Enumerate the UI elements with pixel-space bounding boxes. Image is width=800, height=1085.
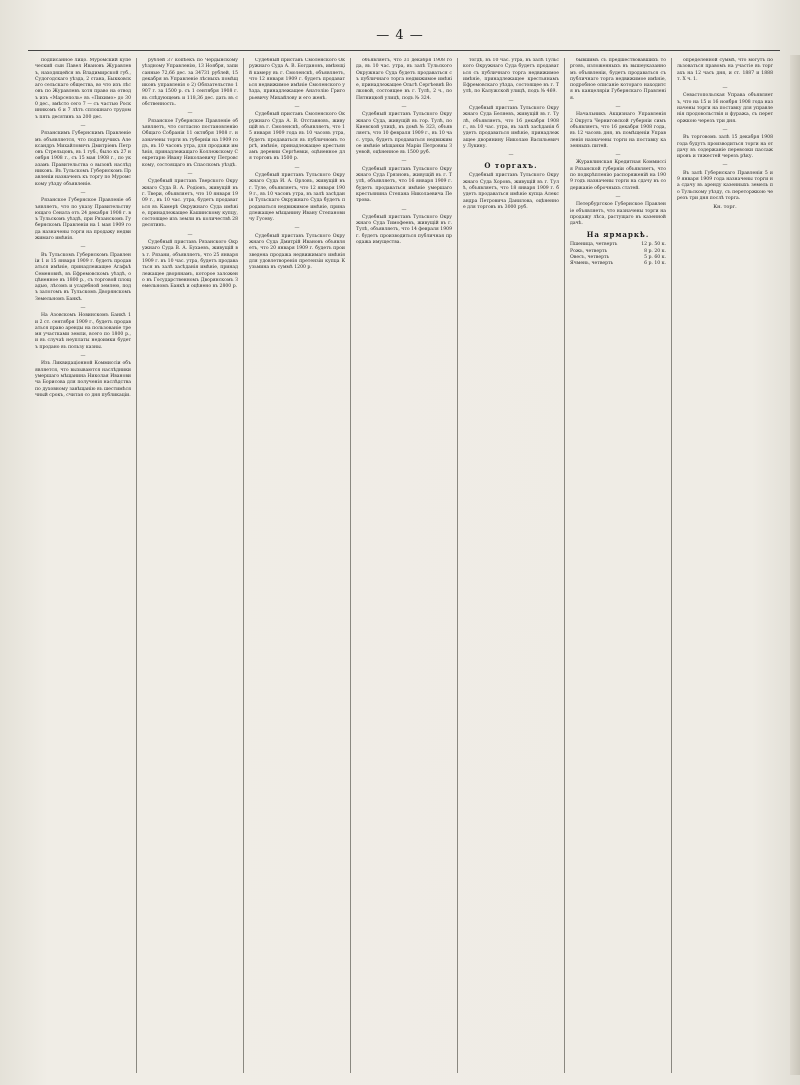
market-line xyxy=(570,261,666,267)
market-price: 6 р. 10 к. xyxy=(644,261,666,267)
notice-label: Кн. торг. xyxy=(713,204,737,211)
paragraph: Журавлинская Кредитная Коммиссія Рязанской губерніи объявляетъ, что по подкрѣпленію распоряженій на 1909 годъ назначены торги на сдачу въ содержаніе оброчныхъ статей. xyxy=(570,160,666,191)
paragraph: тогдѣ, въ 10 час. утра, въ залѣ Тульского Окружнаго Суда будетъ продаваться съ публичнаго торга недвижимое имѣніе, принадлежащее крестьянамъ Ефремовскаго уѣзда, состоящее въ г. Тулѣ, по Калужской улицѣ, подъ № 469. xyxy=(463,58,559,95)
paragraph: Въ Тульскомъ Губернскомъ Правленіи 1 и 15 января 1909 г. будетъ продаваться имѣніе, принадлежащее Агафьѣ Семеновнѣ, въ Ефремовскомъ уѣздѣ, оцѣненное въ 1800 р., съ торговой площадью, лѣсомъ и усадебной землею, подъ залогомъ въ Тульскомъ Дворянскомъ Земельномъ Банкѣ. xyxy=(35,252,131,302)
separator: — xyxy=(722,126,728,133)
separator: — xyxy=(401,158,407,165)
column-3 xyxy=(244,58,351,1073)
separator: — xyxy=(80,189,86,196)
paragraph: Судебный приставъ Тульского Окружнаго Суда Хоровъ, живущій въ г. Тулѣ, объявляетъ, что 18 января 1909 г. будетъ продаваться имѣніе купца Александра Петровича Данилова, оцѣненное для торговъ въ 3000 руб. xyxy=(463,173,559,210)
paragraph: Судебный приставъ Рязанского Окружнаго Суда В. А. Бухаевъ, живущій въ г. Рязани, объявляетъ, что 25 января 1909 г. въ 10 час. утра, будетъ продаваться въ залѣ засѣданія имѣніе, принадлежащее дворянамъ, которое заложено въ Государственномъ Дворянскомъ Земельномъ Банкѣ и оцѣнено въ 2800 р. xyxy=(142,240,238,290)
separator: — xyxy=(401,104,407,111)
paragraph: Судебный приставъ Тульского Окружнаго Суда Беляевъ, живущій въ г. Тулѣ, объявляетъ, что 16 декабря 1908 г., въ 10 час. утра, въ залѣ засѣданія будетъ продаваться имѣніе, принадлежащее дворянину Николаю Васильевичу Лукину. xyxy=(463,106,559,149)
market-item: Рожь, четверть xyxy=(570,248,608,254)
paragraph: Въ торговомъ залѣ 15 декабря 1908 года будутъ производиться торги на отдачу въ содержаніе перевозки пассажировъ и тяжестей черезъ рѣку. xyxy=(677,135,773,160)
column-7 xyxy=(672,58,778,1073)
column-5 xyxy=(458,58,565,1073)
separator: — xyxy=(187,171,193,178)
paragraph: Въ залѣ Губернскаго Правленія 5 и 9 января 1909 года назначены торги на сдачу въ аренду казенныхъ земель по Тульскому уѣзду, съ переторжкою черезъ три дня послѣ торга. xyxy=(677,170,773,201)
paragraph: Начальникъ Акцизнаго Управленія 2 Округа Черниговской губерніи симъ объявляетъ, что 16 декабря 1908 года, въ 12 часовъ дня, въ помѣщеніи Управленія назначены торги на поставку казенныхъ питей. xyxy=(570,112,666,149)
paragraph: объявляетъ, что 31 декабря 1908 года, въ 10 час. утра, въ залѣ Тульского Окружнаго Суда будетъ продаваться съ публичнаго торга недвижимое имѣніе, принадлежащее Ольгѣ Сергѣевнѣ Волковой, состоящее въ г. Тулѣ, 2 ч., по Пятницкой улицѣ, подъ № 324. xyxy=(356,58,453,101)
paragraph: Судебный приставъ Тульского Окружнаго Суда Тимофеевъ, живущій въ г. Тулѣ, объявляетъ, что 14 февраля 1909 г. будетъ производиться публичная продажа имущества. xyxy=(356,214,452,246)
separator: — xyxy=(187,231,193,238)
separator: — xyxy=(615,104,621,111)
paragraph: бывшимъ съ предшествовавшихъ торговъ, изложенныхъ въ вышеуказанномъ объявленіи, будетъ продаваться съ публичнаго торга недвижимое имѣніе, подробное описаніе котораго находится въ канцеляріи Губернскаго Правленія. xyxy=(570,58,666,101)
paragraph: Рязанскимъ Губернскимъ Правленіемъ объявляется, что подпоручикъ Александръ Михайловичъ Дмитріевъ Петровъ Стрельцовъ, въ 1 губ., было къ 27 ноября 1908 г., съ 15 мая 1908 г., по указамъ Правительства о вызовѣ наслѣдниковъ. Въ Тульскомъ Губернскомъ Правленіи назначенъ къ торгу по Муромскому уѣзду объявленіе. xyxy=(35,131,131,187)
separator: — xyxy=(508,97,514,104)
separator: — xyxy=(294,225,300,232)
paragraph: Судебный приставъ Тульского Окружнаго Суда, живущій въ гор. Тулѣ, по Киевской улицѣ, въ домѣ № 323, объявляетъ, что 10 февраля 1909 г., въ 10 час. утра, будетъ продаваться недвижимое имѣніе мѣщанки Маріи Петровны Зуевой, оцѣненное въ 1500 руб. xyxy=(356,112,452,156)
paragraph: Судебный приставъ Тульского Окружнаго Суда Грязновъ, живущій въ г. Тулѣ, объявляетъ, что 16 января 1909 г. будетъ продаваться имѣніе умершаго крестьянина Степана Николаевича Петрова. xyxy=(356,166,452,204)
column-2 xyxy=(137,58,244,1073)
separator: — xyxy=(508,152,514,159)
paragraph: подписанное лицо. Муромский купеческий сын Павел Ивановъ Журавлевъ, находящейся въ Владимирской губ., Судогодскаго уѣзда, 2 стана, Быкковскаго сельскаго общества, во что изъ лѣсовъ по Журавлевъ хотя право на отводъ изъ «Марсеполь» въ «Пихимо» до 300 дес., вмѣсто сего 7 — съ частью Роскиннкомъ 6 и 7 лѣтъ сплошнаго трудомъ пять десятинъ за 200 дес. xyxy=(35,58,131,120)
separator: — xyxy=(80,304,86,311)
paragraph: Рязанское Губернское Правленіе объявляетъ, что согласно постановленію Общаго Собранія 11 октября 1908 г. назначены торги въ губерніи на 1909 годъ, въ 10 часовъ утра, для продажи имѣнія, принадлежащаго Коллежскому Секретарю Ивану Николаевичу Петровскому, состоящаго въ Спасскомъ уѣздѣ. xyxy=(142,118,238,168)
paragraph: Севастопольская Управа объявляетъ, что на 15 и 16 ноября 1908 года назначены торги на поставку для управленія продовольствія и фуража, съ переторжкою черезъ три дня. xyxy=(677,93,773,124)
separator: — xyxy=(722,85,728,92)
paragraph: Судебный приставъ Тульского Окружнаго Суда И. А. Орловъ, живущій въ г. Туле, объявляетъ, что 12 января 1909 г., въ 10 часовъ утра, въ залѣ засѣданія Тульскаго Окружнаго Суда будетъ продаваться недвижимое имѣніе, принадлежащее мѣщанину Ивану Степановичу Гусеву. xyxy=(249,173,345,223)
header-rule xyxy=(28,50,780,51)
paragraph: Судебный приставъ Смоленского Окружнаго Суда А. В. Богдановъ, имѣющій камеру въ г. Смоленскѣ, объявляетъ, что 12 января 1909 г. будетъ продаваться недвижимое имѣніе Смоленского уѣзда, принадлежащее Анатолію Григорьевичу Михайлову и его женѣ. xyxy=(249,58,345,101)
separator: — xyxy=(722,162,728,169)
paragraph: Рязанское Губернское Правленіе объявляетъ, что по указу Правительствующаго Сената отъ 24 декабря 1908 г. въ Тульскомъ уѣздѣ, при Рязанскомъ Губернскомъ Правленіи на 1 мая 1909 года назначены торги на продажу недвижимаго имѣнія. xyxy=(35,198,131,242)
separator: — xyxy=(401,206,407,213)
paragraph: Судебный приставъ Смоленского Окружнаго Суда А. В. Отставновъ, живущій въ г. Смоленскѣ, объявляетъ, что 15 января 1909 года въ 10 часовъ утра, будетъ продаваться въ публичномъ торгѣ, имѣніе, принадлежащее крестьянамъ деревни Сергѣевки, оцѣненное для торговъ въ 1500 р. xyxy=(249,112,345,162)
separator: — xyxy=(294,164,300,171)
paragraph: Петербургское Губернское Правленіе объявляетъ, что назначены торги на продажу лѣса, растущаго въ казенной дачѣ. xyxy=(570,202,666,227)
separator: — xyxy=(80,353,86,360)
text-columns xyxy=(30,58,778,1073)
separator: — xyxy=(615,152,621,159)
separator: — xyxy=(615,193,621,200)
paragraph: определенной суммѣ, что могутъ пользоваться правомъ на участіе въ торгахъ на 12 часъ дня, и ст. 1887 и 1888 т. X ч. 1. xyxy=(677,58,773,82)
market-price: 12 р. 50 к. xyxy=(641,242,666,248)
market-item: Ячмень, четверть xyxy=(570,261,614,267)
separator: — xyxy=(80,122,86,129)
column-4 xyxy=(351,58,458,1073)
paragraph: На Азовскомъ Новинскомъ Банкѣ 1 и 2 ст. сентября 1909 г., будетъ продаваться право аренды на пользованіе тремя участками земли, всего по 1800 р., и въ случаѣ неуплаты недоимки будетъ продано въ пользу казны. xyxy=(35,313,131,350)
market-price: 5 р. 60 к. xyxy=(644,255,666,261)
paragraph: Судебный приставъ Тульского Окружнаго Суда Дмитрій Ивановъ объявляетъ, что 20 января 1909 г. будетъ произведена продажа недвижимаго имѣнія для удовлетворенія претензіи купца Кузьмина въ суммѣ 1200 р. xyxy=(249,233,345,271)
separator: — xyxy=(80,244,86,251)
separator: — xyxy=(294,104,300,111)
market-title: На ярмаркѣ. xyxy=(586,230,650,240)
market-item: Пшеница, четверть xyxy=(570,242,618,248)
page-number: — 4 — xyxy=(376,28,424,43)
page-edge-shadow xyxy=(790,55,800,1075)
paragraph: Изъ Ликвидаціонной Коммиссіи объявляется, что вызываются наслѣдники умершаго мѣщанина Николая Ивановича Борисова для полученія наслѣдства по духовному завѣщанію въ шестимѣсячный срокъ, считая со дня публикаціи. xyxy=(35,361,131,398)
market-price: 8 р. 20 к. xyxy=(644,248,666,254)
column-6 xyxy=(565,58,672,1073)
paragraph: рублей 37 копѣекъ по Чердынскому уѣздному Управленію, 13 Ноября, записанные 72,66 дес. за 34731 рублей, 15 декабря въ Управленіе лѣсныхъ помѣщиковъ управленія о 2) Обязательство 1907 г. за 1500 р. съ 1 сентября 1908 г. въ слѣдующемъ и 118,36 дес. дать въ собственность. xyxy=(142,58,238,108)
separator: — xyxy=(187,110,193,117)
column-1 xyxy=(30,58,137,1073)
market-item: Овесъ, четверть xyxy=(570,255,610,261)
section-title: О торгахъ. xyxy=(484,161,538,171)
paragraph: Судебный приставъ Тверского Окружнаго Суда В. А. Родіонъ, живущій въ г. Твери, объявляетъ, что 10 января 1909 г., въ 10 час. утра, будетъ продаваться въ Камерѣ Окружнаго Суда имѣніе, принадлежащее Кашинскому купцу, состоящее изъ земли въ количествѣ 28 десятинъ. xyxy=(142,179,238,229)
